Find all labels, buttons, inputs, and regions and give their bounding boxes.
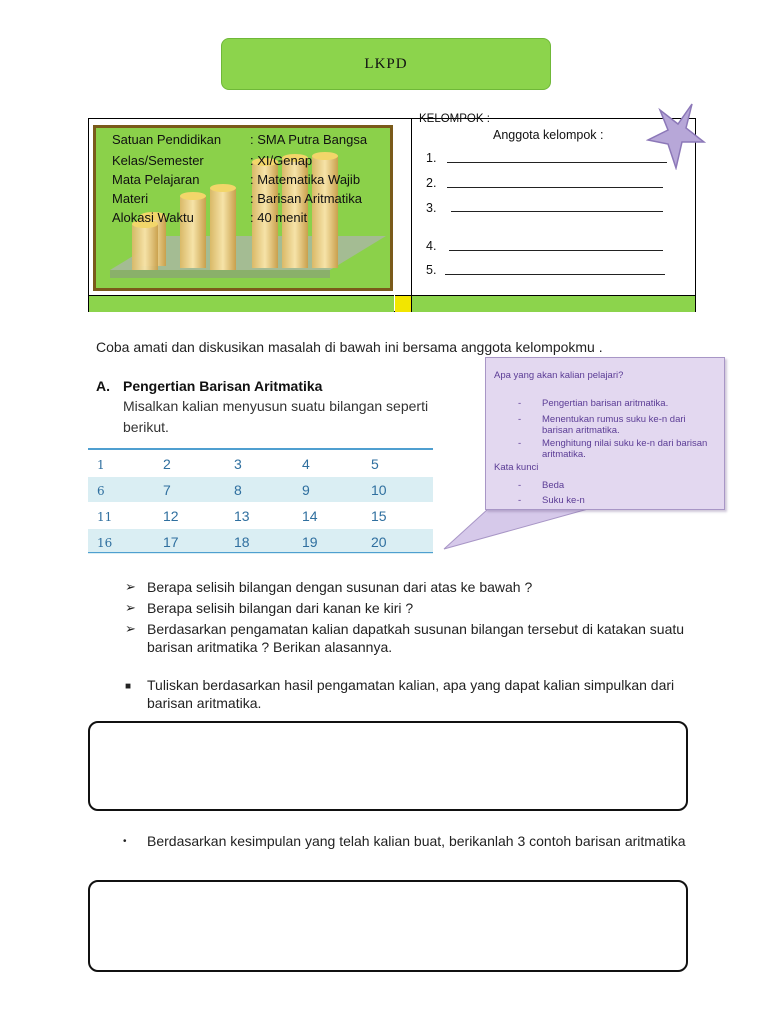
learning-goals-callout bbox=[485, 357, 725, 510]
cylinders-icon bbox=[96, 128, 390, 288]
task-item bbox=[125, 676, 687, 712]
label-alokasi: Alokasi Waktu bbox=[112, 210, 194, 225]
question-text: Berdasarkan pengamatan kalian dapatkah susunan bilangan tersebut di katakan suatu barisan aritmatika ? Berikan alasannya. bbox=[147, 621, 685, 655]
arrow-bullet-icon: ➢ bbox=[125, 621, 136, 636]
footer-bar-right bbox=[412, 295, 695, 312]
section-a-heading bbox=[96, 378, 322, 394]
keyword-item: Beda bbox=[542, 480, 565, 491]
anggota-label: Anggota kelompok : bbox=[493, 128, 604, 142]
square-bullet-icon: ■ bbox=[125, 681, 132, 692]
callout-item: Menghitung nilai suku ke-n dari barisan aritmatika. bbox=[542, 438, 708, 460]
table-row bbox=[88, 503, 433, 529]
table-cell: 18 bbox=[234, 534, 250, 550]
table-cell: 3 bbox=[234, 456, 242, 472]
member-2-line[interactable] bbox=[447, 187, 663, 188]
value-mapel: : Matematika Wajib bbox=[250, 172, 361, 187]
section-a-paragraph: Misalkan kalian menyusun suatu bilangan seperti berikut. bbox=[123, 398, 429, 435]
task-text: Tuliskan berdasarkan hasil pengamatan kalian, apa yang dapat kalian simpulkan dari barisan aritmatika. bbox=[147, 677, 675, 711]
cylinder-chart-illustration bbox=[93, 125, 393, 291]
question-text: Berapa selisih bilangan dengan susunan dari atas ke bawah ? bbox=[147, 579, 533, 595]
label-kelas: Kelas/Semester bbox=[112, 153, 204, 168]
table-cell: 2 bbox=[163, 456, 171, 472]
answer-box-examples[interactable] bbox=[88, 880, 688, 972]
table-cell: 19 bbox=[302, 534, 318, 550]
table-cell: 14 bbox=[302, 508, 318, 524]
identity-table bbox=[88, 113, 696, 312]
bullet-dash: - bbox=[518, 438, 522, 449]
bullet-dash: - bbox=[518, 414, 522, 425]
task-item bbox=[123, 832, 707, 850]
member-3-line[interactable] bbox=[451, 211, 663, 212]
table-cell: 20 bbox=[371, 534, 387, 550]
member-3-number: 3. bbox=[426, 201, 437, 215]
table-row bbox=[88, 477, 433, 503]
page-title: LKPD bbox=[221, 38, 551, 90]
value-kelas: : XI/Genap bbox=[250, 153, 313, 168]
section-a-letter: A. bbox=[96, 378, 110, 394]
table-cell: 10 bbox=[371, 482, 387, 498]
label-satuan: Satuan Pendidikan bbox=[112, 132, 222, 147]
kelompok-label: KELOMPOK : bbox=[419, 113, 490, 125]
table-cell: 9 bbox=[302, 482, 310, 498]
table-cell: 16 bbox=[97, 536, 113, 550]
table-row bbox=[88, 451, 433, 477]
table-cell: 15 bbox=[371, 508, 387, 524]
member-4-number: 4. bbox=[426, 239, 437, 253]
table-cell: 8 bbox=[234, 482, 242, 498]
intro-text: Coba amati dan diskusikan masalah di bawah ini bersama anggota kelompokmu . bbox=[96, 339, 603, 355]
label-materi: Materi bbox=[112, 191, 149, 206]
member-4-line[interactable] bbox=[449, 250, 663, 251]
keyword-item: Suku ke-n bbox=[542, 495, 585, 506]
keywords-label: Kata kunci bbox=[494, 462, 539, 473]
member-2-number: 2. bbox=[426, 176, 437, 190]
task-text: Berdasarkan kesimpulan yang telah kalian buat, berikanlah 3 contoh barisan aritmatika bbox=[147, 833, 686, 849]
table-cell: 7 bbox=[163, 482, 171, 498]
footer-bar-marker bbox=[395, 295, 411, 312]
section-a-title: Pengertian Barisan Aritmatika bbox=[123, 378, 323, 394]
table-cell: 13 bbox=[234, 508, 250, 524]
callout-heading: Apa yang akan kalian pelajari? bbox=[494, 370, 624, 381]
small-bullet-icon: • bbox=[123, 836, 127, 847]
bullet-dash: - bbox=[518, 495, 522, 506]
arrow-bullet-icon: ➢ bbox=[125, 579, 136, 594]
value-alokasi: : 40 menit bbox=[250, 210, 308, 225]
callout-item: Menentukan rumus suku ke-n dari barisan aritmatika. bbox=[542, 414, 686, 436]
table-cell: 5 bbox=[371, 456, 379, 472]
question-text: Berapa selisih bilangan dari kanan ke kiri ? bbox=[147, 600, 414, 616]
arrow-bullet-icon: ➢ bbox=[125, 600, 136, 615]
table-bottom-rule bbox=[88, 552, 433, 553]
question-item bbox=[125, 620, 687, 656]
answer-box-conclusion[interactable] bbox=[88, 721, 688, 811]
table-cell: 11 bbox=[97, 510, 113, 524]
value-satuan: : SMA Putra Bangsa bbox=[250, 132, 368, 147]
table-top-rule bbox=[88, 448, 433, 450]
callout-tail bbox=[440, 505, 590, 555]
table-cell: 17 bbox=[163, 534, 179, 550]
member-5-number: 5. bbox=[426, 263, 437, 277]
question-item bbox=[125, 578, 707, 596]
callout-item: Pengertian barisan aritmatika. bbox=[542, 398, 669, 409]
member-1-line[interactable] bbox=[447, 162, 667, 163]
label-mapel: Mata Pelajaran bbox=[112, 172, 200, 187]
bullet-dash: - bbox=[518, 480, 522, 491]
number-table bbox=[88, 451, 433, 555]
table-cell: 4 bbox=[302, 456, 310, 472]
table-cell: 1 bbox=[97, 458, 105, 472]
value-materi: : Barisan Aritmatika bbox=[250, 191, 362, 206]
member-5-line[interactable] bbox=[445, 274, 665, 275]
footer-bar-left bbox=[89, 295, 394, 312]
table-cell: 6 bbox=[97, 484, 105, 498]
table-cell: 12 bbox=[163, 508, 179, 524]
bullet-dash: - bbox=[518, 398, 522, 409]
member-1-number: 1. bbox=[426, 151, 437, 165]
question-item bbox=[125, 599, 707, 617]
star-icon bbox=[646, 102, 706, 170]
identity-divider bbox=[411, 119, 412, 311]
